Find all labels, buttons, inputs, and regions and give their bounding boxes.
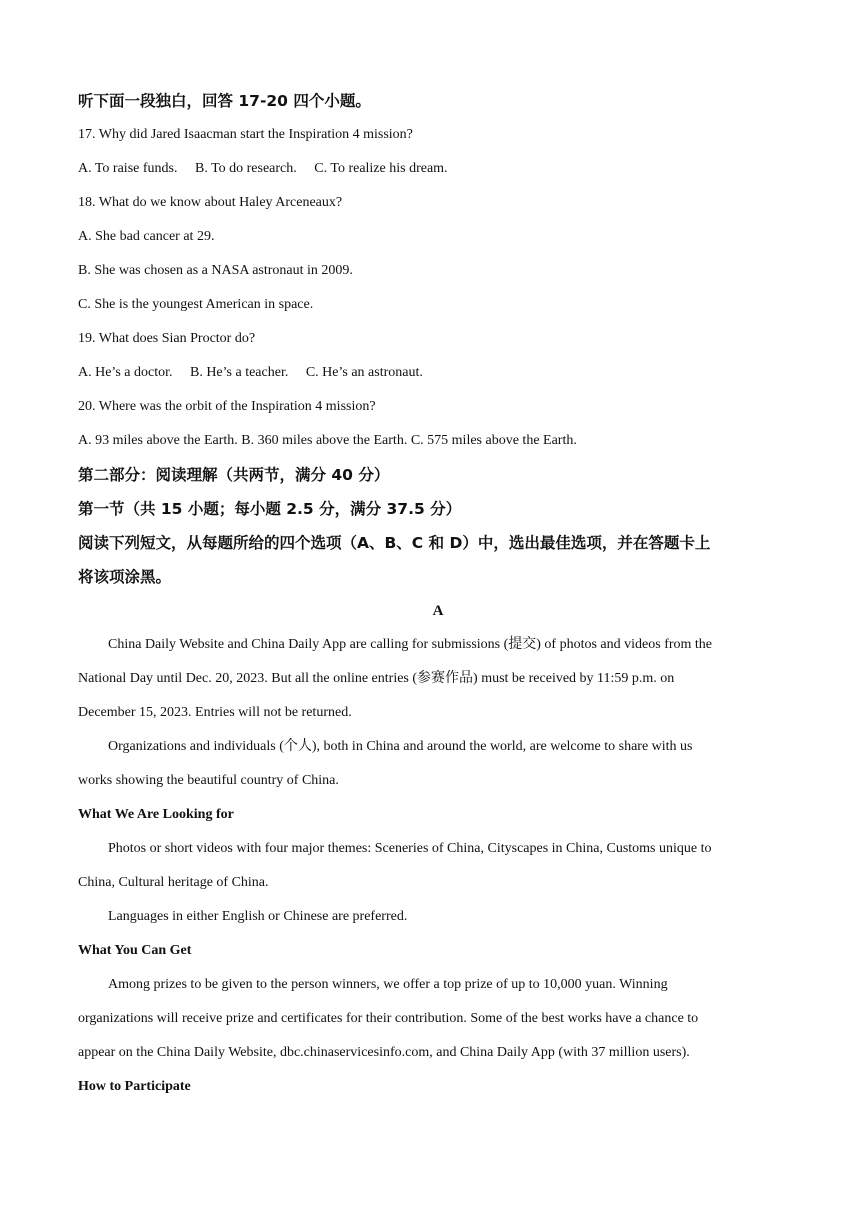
part2-title: 第二部分：阅读理解（共两节，满分 40 分） (78, 466, 390, 484)
passage-p2-line1: Organizations and individuals (个人), both in China and around the world, are welcome to share with us (108, 739, 693, 754)
part2-instruction-line2: 将该项涂黑。 (78, 568, 172, 586)
question-17-stem: 17. Why did Jared Isaacman start the Inspiration 4 mission? (78, 127, 413, 142)
option-19c: C. He’s an astronaut. (305, 365, 423, 380)
question-20-stem: 20. Where was the orbit of the Inspiration 4 mission? (78, 399, 376, 414)
heading-how-to-participate: How to Participate (78, 1079, 191, 1094)
document-page (78, 84, 798, 1104)
question-19-stem: 19. What does Sian Proctor do? (78, 331, 256, 346)
passage-p2-line2: works showing the beautiful country of China. (78, 773, 339, 788)
option-19b: B. He’s a teacher. (189, 365, 289, 380)
passage-p1-line1: China Daily Website and China Daily App are calling for submissions (提交) of photos and videos from the (108, 637, 713, 652)
option-20c: C. 575 miles above the Earth. (410, 433, 577, 448)
option-18a: A. She bad cancer at 29. (78, 229, 215, 244)
option-17b: B. To do research. (194, 161, 297, 176)
option-19a: A. He’s a doctor. (78, 365, 173, 380)
passage-p5-line2: organizations will receive prize and certificates for their contribution. Some of the best works have a chance to (78, 1011, 699, 1026)
question-18-stem: 18. What do we know about Haley Arceneaux? (78, 195, 343, 210)
passage-p1-line3: December 15, 2023. Entries will not be returned. (78, 705, 352, 720)
passage-p5-line1: Among prizes to be given to the person winners, we offer a top prize of up to 10,000 yuan. Winning (108, 977, 668, 992)
passage-p1-line2: National Day until Dec. 20, 2023. But all the online entries (参赛作品) must be received by 11:59 p.m. on (78, 671, 675, 686)
passage-p5-line3: appear on the China Daily Website, dbc.chinaservicesinfo.com, and China Daily App (with 37 million users). (78, 1045, 690, 1060)
option-17a: A. To raise funds. (78, 161, 178, 176)
option-20b: B. 360 miles above the Earth. (241, 433, 408, 448)
part2-section1: 第一节（共 15 小题；每小题 2.5 分，满分 37.5 分） (78, 500, 462, 518)
question-20-options (78, 424, 798, 458)
heading-looking-for: What We Are Looking for (78, 807, 234, 822)
passage-p4: Languages in either English or Chinese are preferred. (108, 909, 408, 924)
listening-heading: 听下面一段独白，回答 17-20 四个小题。 (78, 92, 371, 110)
passage-label: A (432, 603, 444, 619)
option-20a: A. 93 miles above the Earth. (78, 433, 238, 448)
question-19-options (78, 356, 798, 390)
option-18b: B. She was chosen as a NASA astronaut in 2009. (78, 263, 353, 278)
option-18c: C. She is the youngest American in space. (78, 297, 314, 312)
passage-p3-line2: China, Cultural heritage of China. (78, 875, 269, 890)
part2-instruction-line1: 阅读下列短文，从每题所给的四个选项（A、B、C 和 D）中，选出最佳选项，并在答题卡上 (78, 534, 711, 552)
passage-p3-line1: Photos or short videos with four major themes: Sceneries of China, Cityscapes in China, Customs unique to (108, 841, 712, 856)
option-17c: C. To realize his dream. (314, 161, 448, 176)
heading-what-you-get: What You Can Get (78, 943, 192, 958)
question-17-options (78, 152, 798, 186)
